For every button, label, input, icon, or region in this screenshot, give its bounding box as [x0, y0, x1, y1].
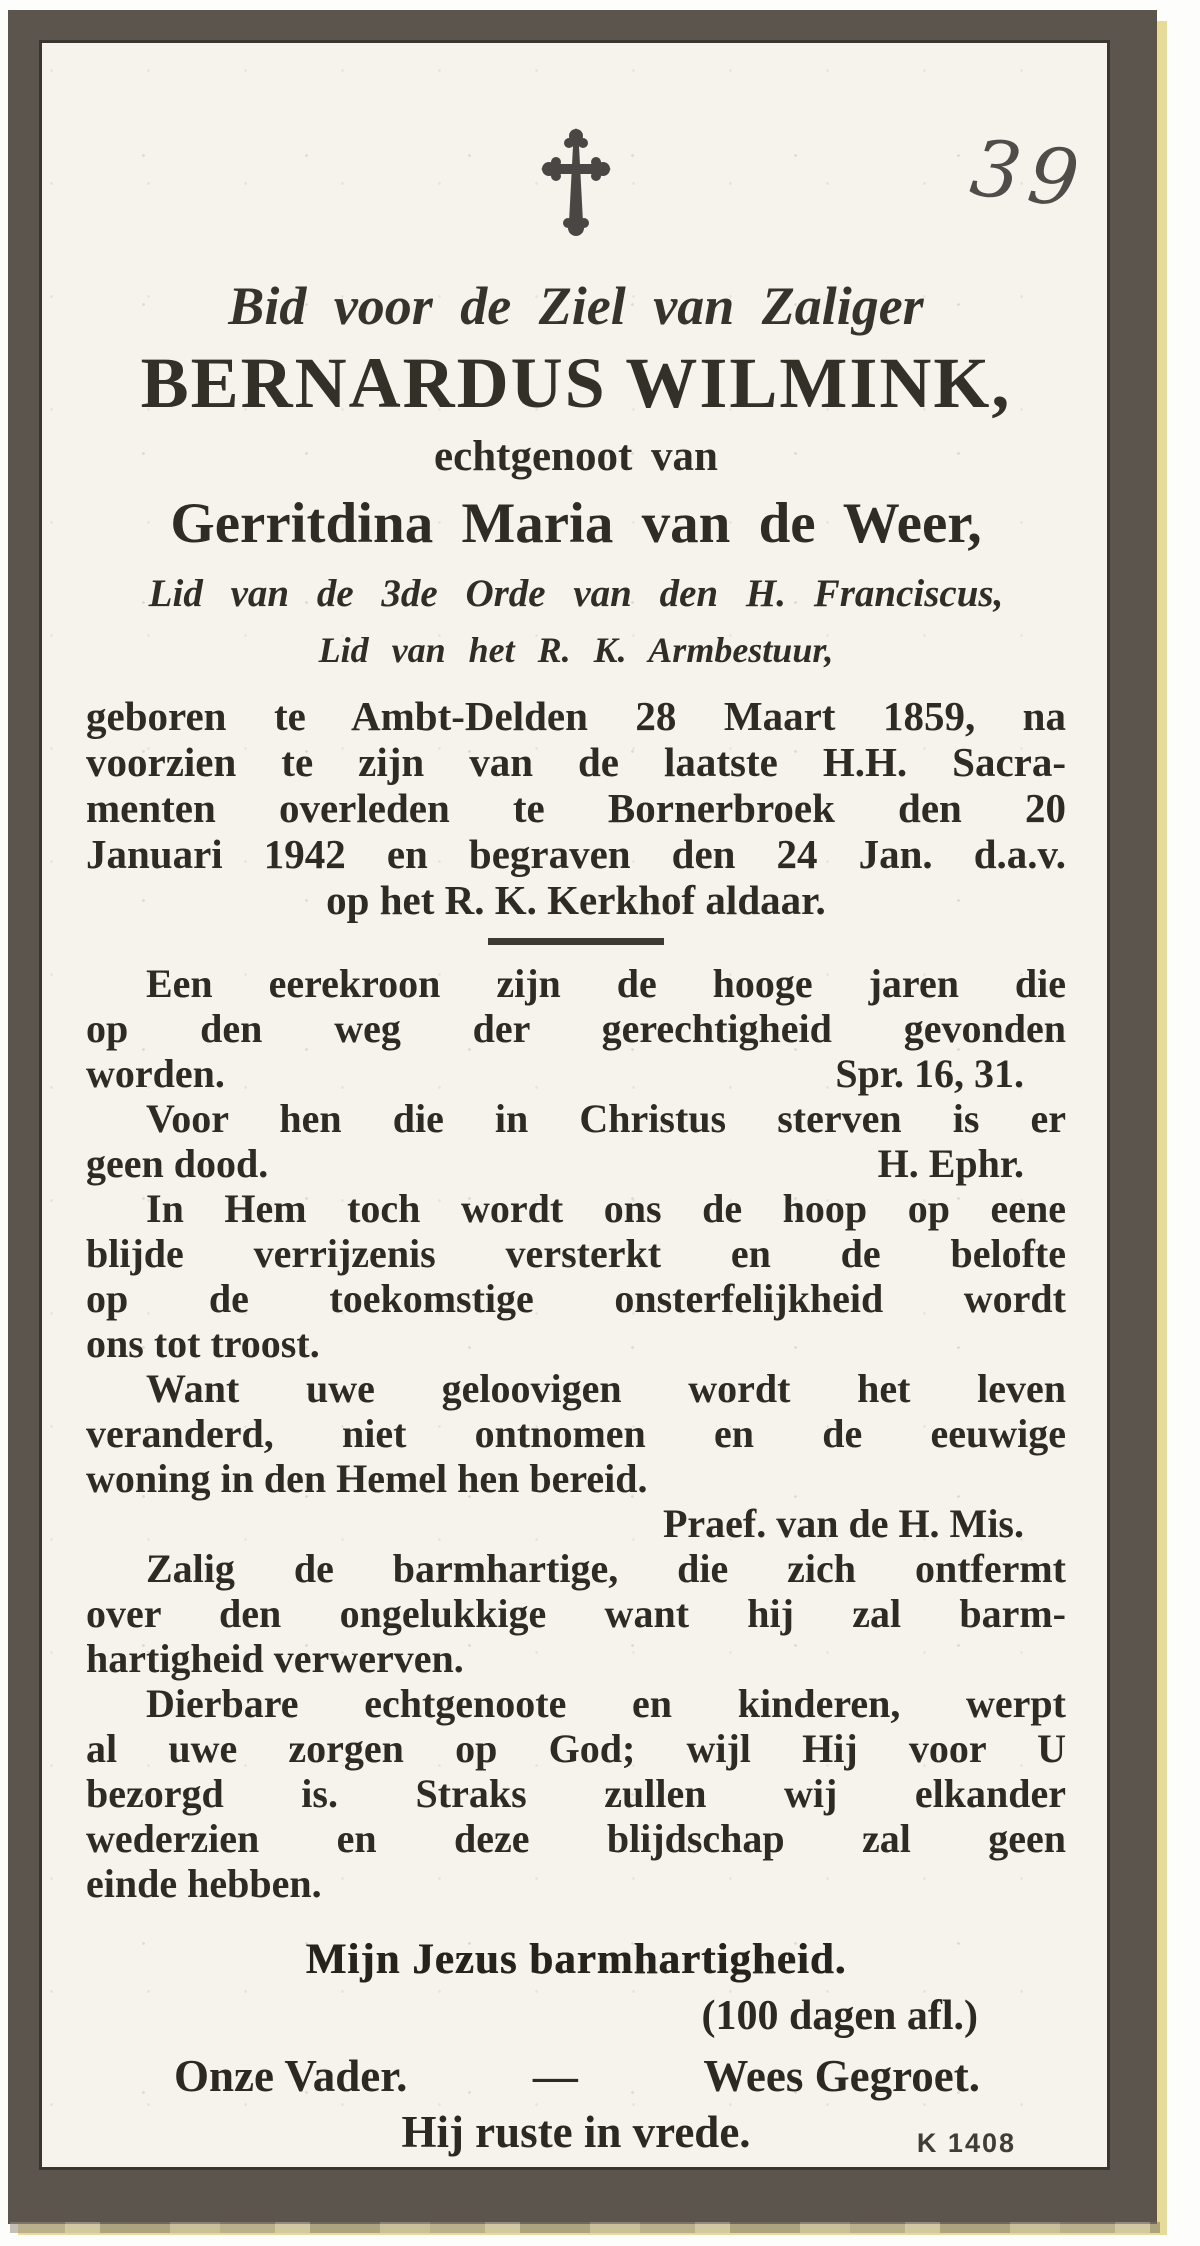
rest-in-peace-row	[86, 2105, 1066, 2159]
quote-line: geen dood.	[86, 1141, 269, 1186]
membership-line-2: Lid van het R. K. Armbestuur,	[318, 630, 834, 670]
prayer-our-father: Onze Vader.	[174, 2051, 408, 2101]
quote-line: op den weg der gerechtigheid gevonden	[86, 1006, 1066, 1051]
quote-line: einde hebben.	[86, 1861, 322, 1906]
quote-line: wederzien en deze blijdschap zal geen	[86, 1816, 1066, 1861]
prayer-row	[86, 2049, 1066, 2103]
biography-line: geboren te Ambt-Delden 28 Maart 1859, na	[86, 693, 1066, 739]
quote-line: blijde verrijzenis versterkt en de belofte	[86, 1231, 1066, 1276]
quote-line: bezorgd is. Straks zullen wij elkander	[86, 1771, 1066, 1816]
scripture-reference: H. Ephr.	[877, 1141, 1024, 1186]
relation-line: echtgenoot van	[434, 433, 718, 480]
card-content	[39, 124, 1110, 2246]
quote-last-line	[86, 1051, 1066, 1096]
scripture-reference: Spr. 16, 31.	[835, 1051, 1024, 1096]
biography-line: Januari 1942 en begraven den 24 Jan. d.a.v.	[86, 831, 1066, 877]
prayer-exclamation: Mijn Jezus barmhartigheid.	[305, 1936, 847, 1983]
quote-line: woning in den Hemel hen bereid.	[86, 1456, 648, 1501]
quote-line: Een eerekroon zijn de hooge jaren die	[146, 961, 1066, 1006]
biography-line: op het R. K. Kerkhof aldaar.	[326, 877, 826, 923]
quote-line: Want uwe geloovigen wordt het leven	[146, 1366, 1066, 1411]
biography-line: menten overleden te Bornerbroek den 20	[86, 785, 1066, 831]
invocation-line: Bid voor de Ziel van Zaliger	[228, 276, 924, 336]
page-number-handwritten: 39	[965, 123, 1092, 227]
scripture-reference: Praef. van de H. Mis.	[662, 1501, 1024, 1546]
spouse-name: Gerritdina Maria van de Weer,	[170, 492, 982, 555]
indulgence-note: (100 dagen afl.)	[701, 1993, 978, 2039]
quote-line: al uwe zorgen op God; wijl Hij voor U	[86, 1726, 1066, 1771]
memorial-card	[8, 10, 1157, 2224]
quote-line: Dierbare echtgenoote en kinderen, werpt	[146, 1681, 1066, 1726]
quote-line: over den ongelukkige want hij zal barm-	[86, 1591, 1066, 1636]
quote-last-line	[86, 1141, 1066, 1186]
biography-paragraph	[86, 693, 1066, 923]
prayer-hail-mary: Wees Gegroet.	[703, 2051, 980, 2101]
deceased-name: BERNARDUS WILMINK,	[140, 343, 1012, 423]
quote-line: ons tot troost.	[86, 1321, 320, 1366]
cross-icon	[537, 124, 615, 242]
quote-line: op de toekomstige onsterfelijkheid wordt	[86, 1276, 1066, 1321]
quote-line: Voor hen die in Christus sterven is er	[146, 1096, 1066, 1141]
biography-line: voorzien te zijn van de laatste H.H. Sacra-	[86, 739, 1066, 785]
scan-bottom-edge	[10, 2222, 1160, 2233]
printer-code: K 1408	[916, 2128, 1016, 2158]
section-divider	[488, 938, 664, 945]
quote-line: worden.	[86, 1051, 225, 1096]
rest-in-peace-line: Hij ruste in vrede.	[401, 2107, 751, 2157]
quote-line: In Hem toch wordt ons de hoop op eene	[146, 1186, 1066, 1231]
membership-line-1: Lid van de 3de Orde van den H. Franciscus,	[148, 572, 1004, 615]
consolation-texts	[86, 961, 1066, 1906]
quote-line: veranderd, niet ontnomen en de eeuwige	[86, 1411, 1066, 1456]
quote-line: hartigheid verwerven.	[86, 1636, 464, 1681]
quote-line: Zalig de barmhartige, die zich ontfermt	[146, 1546, 1066, 1591]
prayer-dash: —	[532, 2051, 578, 2101]
